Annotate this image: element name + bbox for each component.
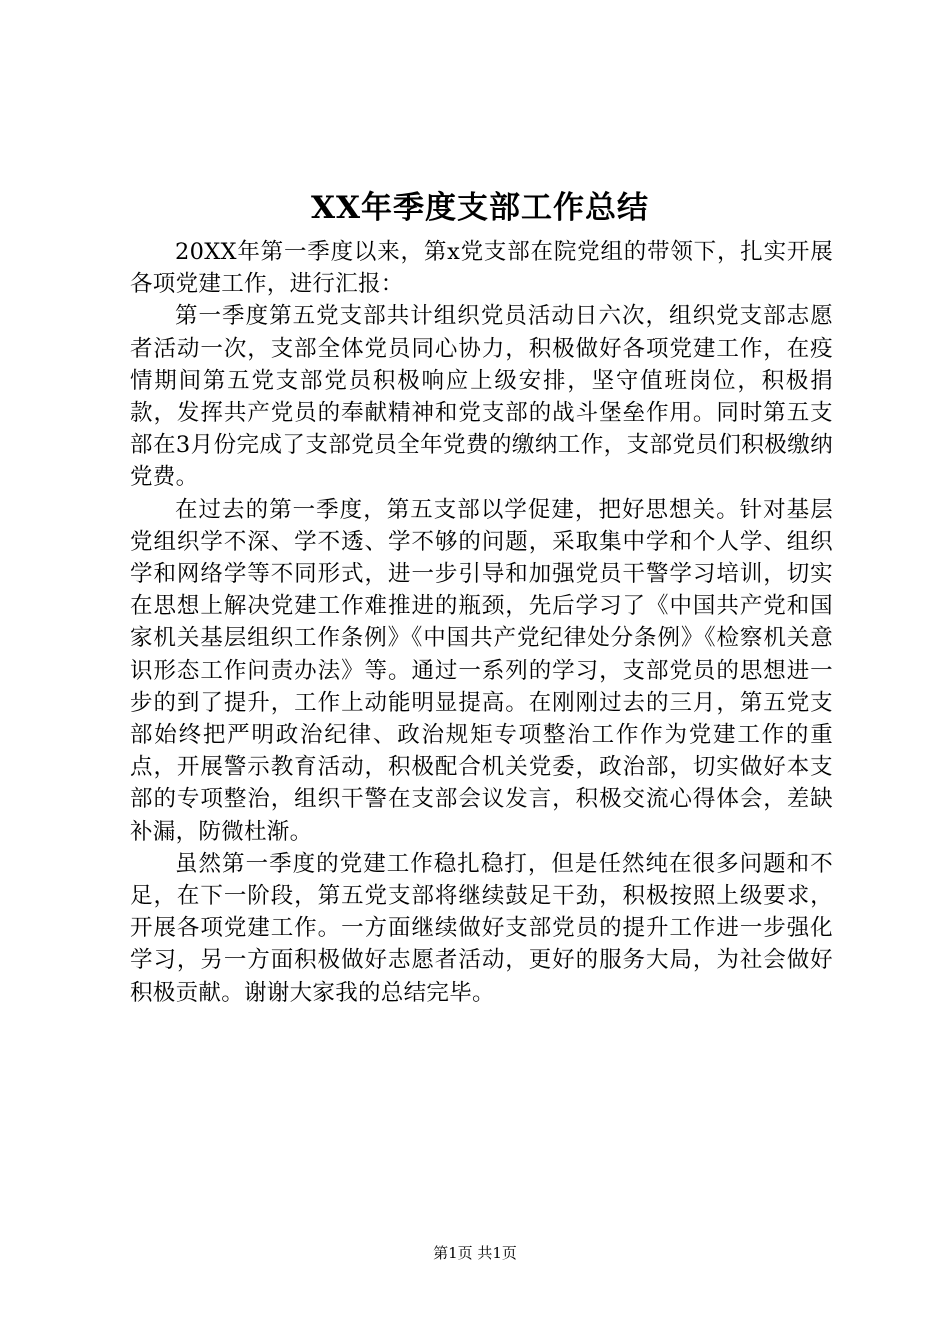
paragraph-intro: 20XX年第一季度以来，第x党支部在院党组的带领下，扎实开展各项党建工作，进行汇报： — [130, 239, 833, 298]
document-title: XX年季度支部工作总结 — [310, 190, 650, 226]
page-footer: 第1页 共1页 — [433, 1244, 517, 1262]
paragraph-study: 在过去的第一季度，第五支部以学促建，把好思想关。针对基层党组织学不深、学不透、学不够的问题，采取集中学和个人学、组织学和网络学等不同形式，进一步引导和加强党员干警学习培训，切实在思想上解决党建工作难推进的瓶颈，先后学习了《中国共产党和国家机关基层组织工作条例》《中国共产党纪律处分条例》《检察机关意识形态工作问责办法》等。通过一系列的学习，支部党员的思想进一步的到了提升，工作上动能明显提高。在刚刚过去的三月，第五党支部始终把严明政治纪律、政治规矩专项整治工作作为党建工作的重点，开展警示教育活动，积极配合机关党委，政治部，切实做好本支部的专项整治，组织干警在支部会议发言，积极交流心得体会，差缺补漏，防微杜渐。 — [130, 496, 833, 845]
document-body — [130, 236, 833, 1009]
paragraph-conclusion: 虽然第一季度的党建工作稳扎稳打，但是任然纯在很多问题和不足，在下一阶段，第五党支部将继续鼓足干劲，积极按照上级要求，开展各项党建工作。一方面继续做好支部党员的提升工作进一步强化学习，另一方面积极做好志愿者活动，更好的服务大局，为社会做好积极贡献。谢谢大家我的总结完毕。 — [130, 850, 833, 1006]
paragraph-activities: 第一季度第五党支部共计组织党员活动日六次，组织党支部志愿者活动一次，支部全体党员同心协力，积极做好各项党建工作，在疫情期间第五党支部党员积极响应上级安排，坚守值班岗位，积极捐款，发挥共产党员的奉献精神和党支部的战斗堡垒作用。同时第五支部在3月份完成了支部党员全年党费的缴纳工作，支部党员们积极缴纳党费。 — [130, 303, 833, 491]
